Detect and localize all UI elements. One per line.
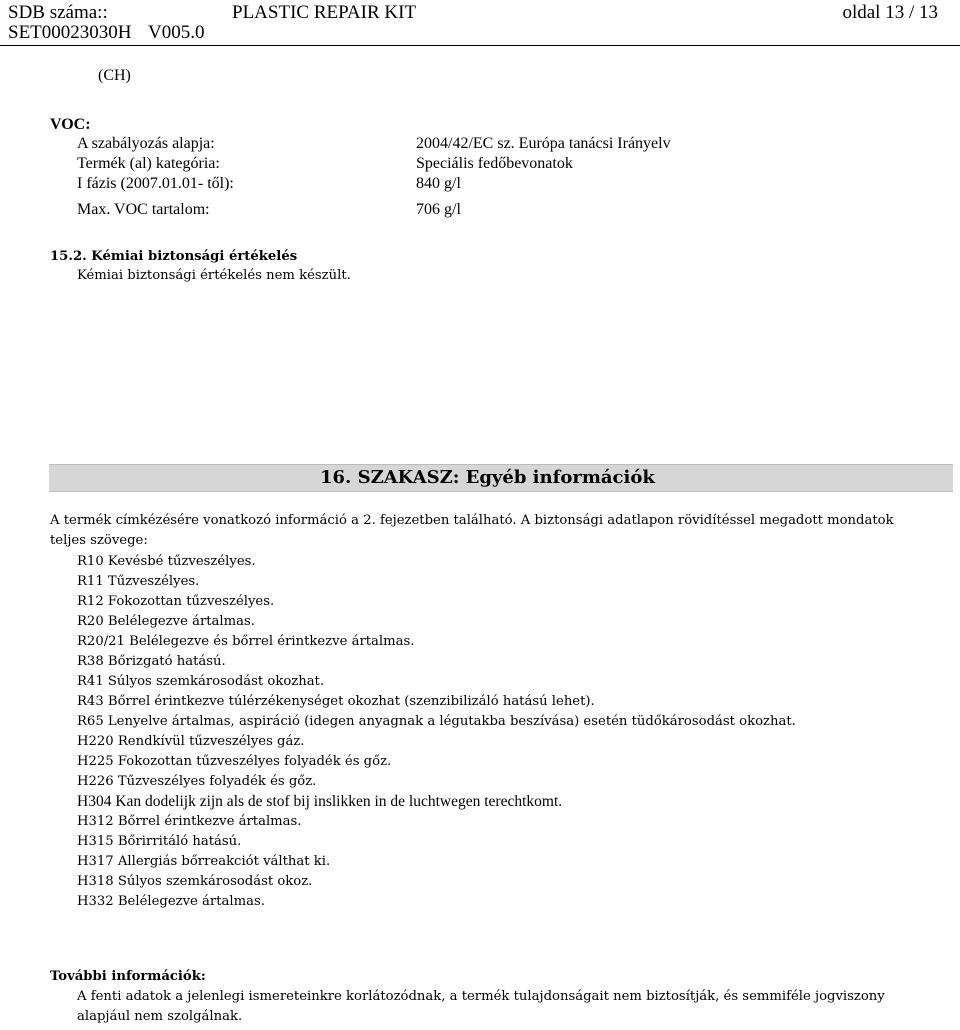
document-version: V005.0 bbox=[148, 22, 205, 43]
further-info-heading: További információk: bbox=[50, 969, 206, 984]
document-code: SET00023030H bbox=[8, 22, 132, 43]
phrase-h225: H225 Fokozottan tűzveszélyes folyadék és gőz. bbox=[77, 754, 392, 769]
phrase-h304: H304 Kan dodelijk zijn als de stof bij inslikken in de luchtwegen terechtkomt. bbox=[77, 793, 563, 810]
phrase-r20: R20 Belélegezve ártalmas. bbox=[77, 614, 255, 629]
voc-value-max: 706 g/l bbox=[416, 201, 461, 218]
voc-label-regulation: A szabályozás alapja: bbox=[77, 135, 215, 152]
voc-label-phase: I fázis (2007.01.01- től): bbox=[77, 175, 234, 192]
phrase-r41: R41 Súlyos szemkárosodást okozhat. bbox=[77, 674, 325, 689]
phrase-r43: R43 Bőrrel érintkezve túlérzékenységet okozhat (szenzibilizáló hatású lehet). bbox=[77, 694, 595, 709]
voc-value-phase: 840 g/l bbox=[416, 175, 461, 192]
section-16-intro-line2: teljes szövege: bbox=[50, 533, 148, 548]
phrase-h317: H317 Allergiás bőrreakciót válthat ki. bbox=[77, 854, 331, 869]
phrase-h220: H220 Rendkívül tűzveszélyes gáz. bbox=[77, 734, 305, 749]
voc-label-category: Termék (al) kategória: bbox=[77, 155, 220, 172]
voc-value-regulation: 2004/42/EC sz. Európa tanácsi Irányelv bbox=[416, 135, 671, 152]
phrase-h312: H312 Bőrrel érintkezve ártalmas. bbox=[77, 814, 302, 829]
further-info-line2: alapjául nem szolgálnak. bbox=[77, 1009, 243, 1024]
phrase-r12: R12 Fokozottan tűzveszélyes. bbox=[77, 594, 275, 609]
phrase-r20-21: R20/21 Belélegezve és bőrrel érintkezve ártalmas. bbox=[77, 634, 415, 649]
header-divider bbox=[0, 45, 960, 46]
voc-value-category: Speciális fedőbevonatok bbox=[416, 155, 573, 172]
section-16-bar bbox=[49, 464, 953, 492]
phrase-r38: R38 Bőrizgató hatású. bbox=[77, 654, 226, 669]
hazard-phrase-list bbox=[77, 552, 796, 912]
phrase-h315: H315 Bőrirritáló hatású. bbox=[77, 834, 242, 849]
intro-label-info: A termék címkézésére vonatkozó információ a 2. fejezetben található. bbox=[50, 513, 517, 528]
section-15-2-heading: 15.2. Kémiai biztonsági értékelés bbox=[50, 249, 298, 264]
country-code: (CH) bbox=[98, 67, 131, 84]
phrase-h226: H226 Tűzveszélyes folyadék és gőz. bbox=[77, 774, 317, 789]
voc-label-max: Max. VOC tartalom: bbox=[77, 201, 210, 218]
voc-heading: VOC: bbox=[50, 116, 91, 133]
section-16-intro-line1 bbox=[50, 511, 894, 531]
intro-abbreviation-note: A biztonsági adatlapon rövidítéssel megadott mondatok bbox=[520, 513, 894, 528]
phrase-h318: H318 Súlyos szemkárosodást okoz. bbox=[77, 874, 313, 889]
phrase-r65: R65 Lenyelve ártalmas, aspiráció (idegen anyagnak a légutakba beszívása) esetén tüdőkárosodást okozhat. bbox=[77, 714, 796, 729]
sdb-number-label: SDB száma:: bbox=[8, 2, 108, 23]
section-16-title: 16. SZAKASZ: Egyéb információk bbox=[320, 467, 655, 488]
phrase-r11: R11 Tűzveszélyes. bbox=[77, 574, 200, 589]
phrase-h332: H332 Belélegezve ártalmas. bbox=[77, 894, 265, 909]
phrase-r10: R10 Kevésbé tűzveszélyes. bbox=[77, 554, 256, 569]
page-number: oldal 13 / 13 bbox=[842, 2, 938, 23]
product-name: PLASTIC REPAIR KIT bbox=[232, 2, 417, 23]
section-15-2-text: Kémiai biztonsági értékelés nem készült. bbox=[77, 268, 351, 283]
further-info-line1: A fenti adatok a jelenlegi ismereteinkre korlátozódnak, a termék tulajdonságait nem biztosítják, és semmiféle jogviszony bbox=[77, 989, 885, 1004]
